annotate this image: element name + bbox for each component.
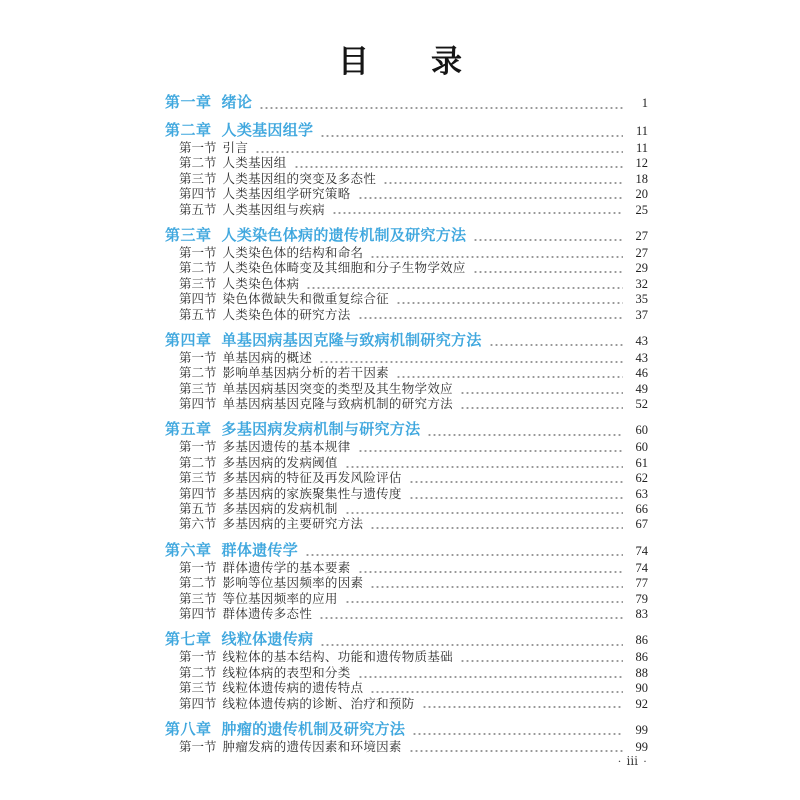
dot-leader [427, 434, 623, 436]
section-title: 人类基因组 [222, 156, 287, 171]
chapter-label: 第一章 [165, 94, 212, 111]
toc-section-row [165, 187, 648, 202]
toc-section-row [165, 650, 648, 665]
dot-leader [370, 586, 623, 588]
dot-leader [412, 733, 623, 735]
section-page-number: 37 [635, 307, 648, 322]
section-title: 肿瘤发病的遗传因素和环境因素 [222, 739, 402, 754]
section-title: 多基因病的发病机制 [222, 502, 338, 517]
dot-leader [319, 361, 623, 363]
section-page-number: 67 [635, 517, 648, 532]
chapter-title: 群体遗传学 [221, 541, 299, 559]
section-label: 第六节 [179, 517, 217, 532]
dot-leader [358, 450, 623, 452]
dot-leader [320, 135, 623, 137]
section-page-number: 63 [635, 486, 648, 501]
toc-section-row [165, 351, 648, 366]
section-label: 第五节 [179, 307, 217, 322]
toc-chapter-row [165, 92, 648, 113]
section-title: 人类基因组与疾病 [222, 202, 325, 217]
section-label: 第二节 [179, 665, 217, 680]
toc-section-row [165, 502, 648, 517]
section-label: 第三节 [179, 381, 217, 396]
section-page-number: 46 [635, 366, 648, 381]
toc-section-row [165, 592, 648, 607]
section-label: 第二节 [179, 455, 217, 470]
toc-chapter-row [165, 719, 648, 740]
chapter-page-number: 60 [635, 423, 648, 438]
chapter-page-number: 86 [635, 633, 648, 648]
section-label: 第四节 [179, 187, 217, 202]
section-title: 线粒体病的表型和分类 [222, 665, 351, 680]
section-page-number: 61 [635, 455, 648, 470]
section-label: 第一节 [179, 141, 217, 155]
section-page-number: 83 [635, 606, 648, 621]
section-title: 线粒体遗传病的遗传特点 [222, 681, 364, 696]
section-label: 第一节 [179, 245, 217, 260]
toc-section-row [165, 697, 648, 712]
section-page-number: 79 [635, 591, 648, 606]
dot-leader [473, 271, 623, 273]
section-title: 人类染色体的研究方法 [222, 307, 351, 322]
section-label: 第五节 [179, 202, 217, 217]
toc-section-row [165, 308, 648, 323]
chapter-title: 肿瘤的遗传机制及研究方法 [221, 720, 406, 738]
section-page-number: 66 [635, 502, 648, 517]
section-title: 单基因病的概述 [222, 350, 313, 365]
toc-section-row [165, 261, 648, 276]
dot-leader [460, 392, 623, 394]
toc-section-row [165, 561, 648, 576]
section-title: 多基因病的特征及再发风险评估 [222, 471, 402, 486]
section-page-number: 60 [635, 440, 648, 455]
dot-leader [396, 376, 623, 378]
chapter-label: 第三章 [165, 226, 212, 244]
section-label: 第四节 [179, 486, 217, 501]
chapter-title: 人类染色体病的遗传机制及研究方法 [221, 226, 467, 244]
chapter-title: 线粒体遗传病 [221, 631, 314, 649]
section-page-number: 32 [635, 276, 648, 291]
dot-leader [460, 407, 623, 409]
section-page-number: 92 [635, 696, 648, 711]
section-page-number: 86 [635, 650, 648, 665]
chapter-label: 第四章 [165, 331, 212, 349]
toc-section-row [165, 740, 648, 755]
section-label: 第三节 [179, 276, 217, 291]
toc-section-row [165, 666, 648, 681]
section-title: 群体遗传多态性 [222, 606, 313, 621]
section-page-number: 11 [635, 141, 648, 155]
section-page-number: 90 [635, 681, 648, 696]
dot-leader [332, 212, 623, 214]
section-title: 多基因病的主要研究方法 [222, 517, 364, 532]
section-page-number: 74 [635, 560, 648, 575]
section-title: 等位基因频率的应用 [222, 591, 338, 606]
section-label: 第一节 [179, 560, 217, 575]
toc-chapter-row [165, 540, 648, 561]
section-page-number: 27 [635, 245, 648, 260]
section-page-number: 12 [635, 156, 648, 171]
chapter-page-number: 1 [641, 96, 648, 110]
toc-chapter-row [165, 419, 648, 440]
toc-section-row [165, 440, 648, 455]
chapter-title: 多基因病发病机制与研究方法 [221, 421, 421, 439]
dot-leader [473, 239, 623, 241]
toc-section-row [165, 517, 648, 532]
section-label: 第二节 [179, 156, 217, 171]
dot-leader [409, 497, 623, 499]
section-label: 第一节 [179, 350, 217, 365]
section-title: 线粒体遗传病的诊断、治疗和预防 [222, 696, 415, 711]
toc-section-row [165, 141, 648, 156]
page-title: 目 录 [338, 44, 462, 79]
toc-section-row [165, 397, 648, 412]
section-title: 群体遗传学的基本要素 [222, 560, 351, 575]
dot-leader [358, 317, 623, 319]
dot-leader [370, 527, 623, 529]
section-title: 引言 [222, 141, 249, 155]
toc-section-row [165, 487, 648, 502]
dot-leader [396, 302, 623, 304]
chapter-label: 第八章 [165, 720, 212, 738]
section-title: 染色体微缺失和微重复综合征 [222, 292, 389, 307]
section-label: 第一节 [179, 440, 217, 455]
toc-section-row [165, 382, 648, 397]
section-label: 第一节 [179, 650, 217, 665]
dot-leader [255, 151, 623, 153]
section-title: 单基因病基因克隆与致病机制的研究方法 [222, 397, 453, 412]
dot-leader [345, 466, 623, 468]
section-label: 第三节 [179, 681, 217, 696]
section-page-number: 52 [635, 397, 648, 412]
toc-section-row [165, 292, 648, 307]
chapter-page-number: 99 [635, 722, 648, 737]
dot-leader [345, 601, 623, 603]
section-title: 人类基因组的突变及多态性 [222, 171, 377, 186]
dot-leader [422, 706, 623, 708]
section-title: 人类染色体病 [222, 276, 300, 291]
dot-leader [320, 644, 623, 646]
dot-leader [294, 166, 623, 168]
chapter-page-number: 11 [635, 124, 648, 138]
section-label: 第一节 [179, 739, 217, 754]
section-title: 影响单基因病分析的若干因素 [222, 366, 389, 381]
section-label: 第二节 [179, 366, 217, 381]
section-title: 人类染色体的结构和命名 [222, 245, 364, 260]
page-number-footer: · ⅲ · [617, 754, 648, 768]
dot-leader [319, 617, 623, 619]
section-title: 多基因遗传的基本规律 [222, 440, 351, 455]
section-label: 第二节 [179, 261, 217, 276]
section-page-number: 62 [635, 471, 648, 486]
toc-section-row [165, 681, 648, 696]
toc-section-row [165, 203, 648, 218]
toc-section-row [165, 471, 648, 486]
section-label: 第三节 [179, 471, 217, 486]
section-page-number: 25 [635, 202, 648, 217]
chapter-label: 第六章 [165, 541, 212, 559]
chapter-title: 人类基因组学 [221, 122, 314, 139]
section-title: 人类基因组学研究策略 [222, 187, 351, 202]
dot-leader [358, 571, 623, 573]
section-title: 影响等位基因频率的因素 [222, 576, 364, 591]
section-title: 人类染色体畸变及其细胞和分子生物学效应 [222, 261, 466, 276]
toc-section-row [165, 607, 648, 622]
toc-section-row [165, 277, 648, 292]
section-label: 第二节 [179, 576, 217, 591]
toc-section-row [165, 456, 648, 471]
toc-section-row [165, 172, 648, 187]
dot-leader [409, 750, 623, 752]
chapter-label: 第五章 [165, 421, 212, 439]
section-label: 第四节 [179, 606, 217, 621]
section-page-number: 77 [635, 576, 648, 591]
chapter-page-number: 43 [635, 333, 648, 348]
section-page-number: 20 [635, 187, 648, 202]
toc-chapter-row [165, 330, 648, 351]
section-label: 第四节 [179, 397, 217, 412]
dot-leader [370, 256, 623, 258]
chapter-label: 第二章 [165, 122, 212, 139]
section-label: 第三节 [179, 591, 217, 606]
chapter-title: 绪论 [221, 94, 253, 111]
dot-leader [305, 554, 623, 556]
section-label: 第四节 [179, 292, 217, 307]
section-label: 第三节 [179, 171, 217, 186]
dot-leader [370, 691, 623, 693]
section-page-number: 99 [635, 739, 648, 754]
toc-chapter-row [165, 629, 648, 650]
toc-section-row [165, 246, 648, 261]
section-page-number: 29 [635, 261, 648, 276]
chapter-page-number: 74 [635, 543, 648, 558]
section-title: 多基因病的家族聚集性与遗传度 [222, 486, 402, 501]
dot-leader [259, 107, 623, 109]
chapter-title: 单基因病基因克隆与致病机制研究方法 [221, 331, 482, 349]
dot-leader [306, 287, 623, 289]
chapter-label: 第七章 [165, 631, 212, 649]
section-page-number: 43 [635, 350, 648, 365]
dot-leader [409, 481, 623, 483]
section-page-number: 88 [635, 665, 648, 680]
toc-section-row [165, 366, 648, 381]
dot-leader [489, 344, 623, 346]
section-page-number: 18 [635, 171, 648, 186]
toc-section-row [165, 576, 648, 591]
section-label: 第四节 [179, 696, 217, 711]
chapter-page-number: 27 [635, 228, 648, 243]
toc-list [165, 92, 648, 755]
dot-leader [383, 182, 623, 184]
dot-leader [345, 512, 623, 514]
section-page-number: 49 [635, 381, 648, 396]
section-page-number: 35 [635, 292, 648, 307]
section-title: 单基因病基因突变的类型及其生物学效应 [222, 381, 453, 396]
toc-chapter-row [165, 225, 648, 246]
dot-leader [358, 197, 623, 199]
toc-section-row [165, 156, 648, 171]
toc-chapter-row [165, 120, 648, 141]
section-label: 第五节 [179, 502, 217, 517]
dot-leader [358, 676, 623, 678]
dot-leader [460, 660, 623, 662]
section-title: 线粒体的基本结构、功能和遗传物质基础 [222, 650, 453, 665]
section-title: 多基因病的发病阈值 [222, 455, 338, 470]
